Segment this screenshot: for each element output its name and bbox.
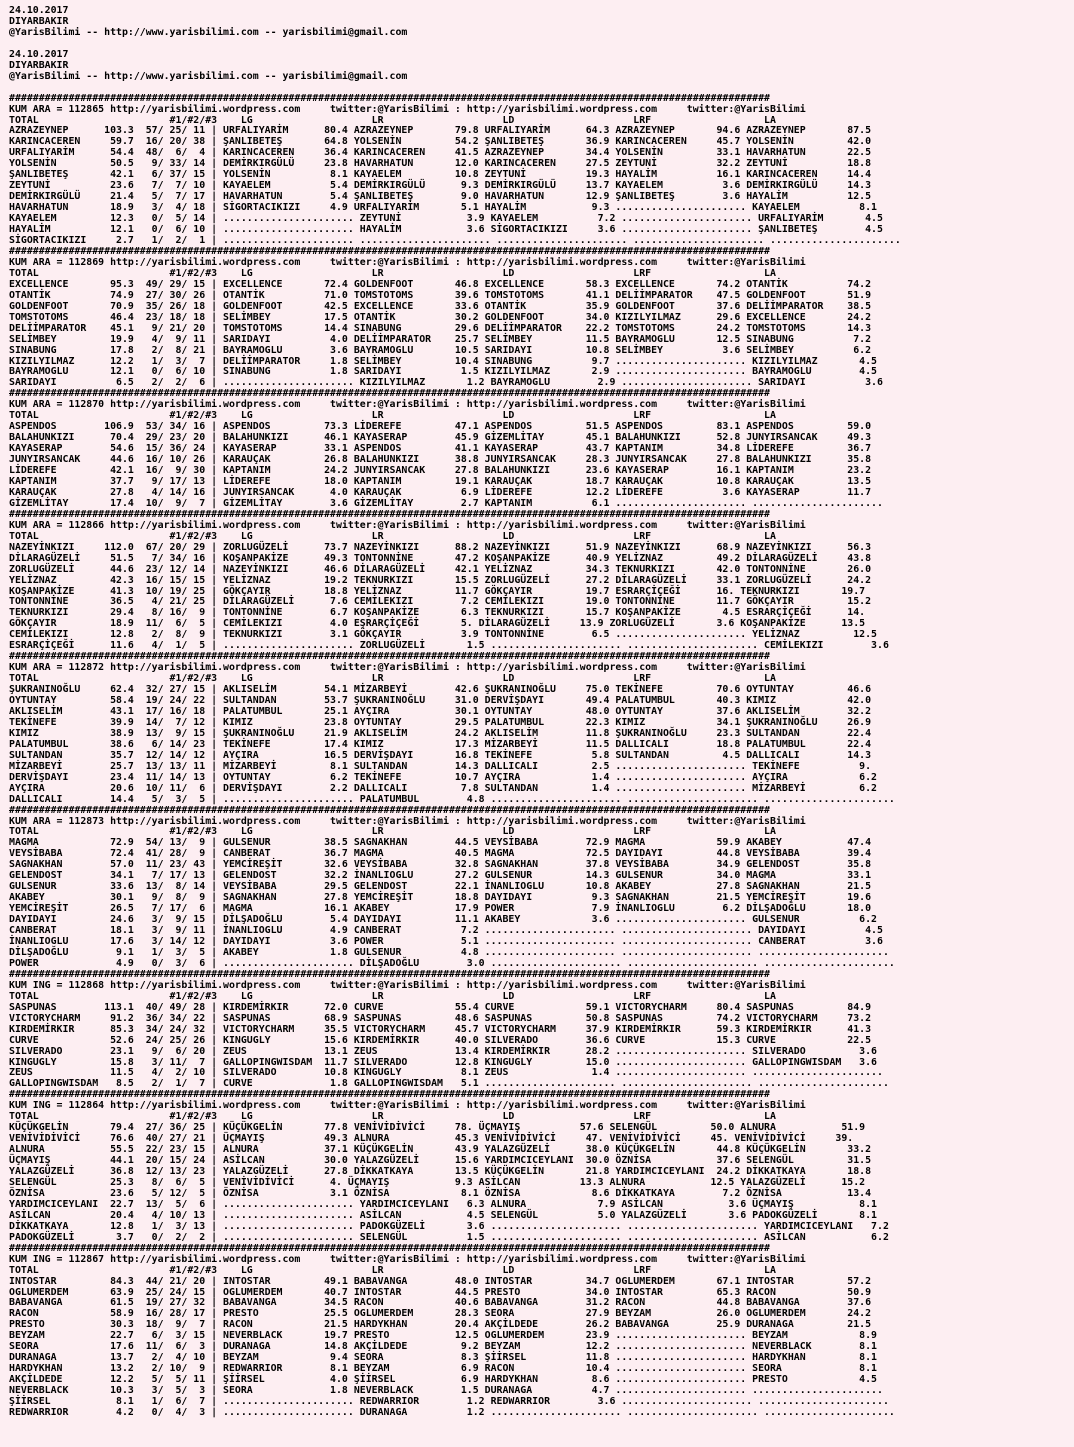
horse-row: ALNURA 55.5 22/ 23/ 15 | ALNURA 37.1 KÜÇÜKGELİN 43.9 YALAZGÜZELİ 38.0 KÜÇÜKGELİN 44.8 KÜÇÜKGELİN 33.2 <box>9 1144 872 1156</box>
horse-row: RACON 58.9 16/ 28/ 17 | PRESTO 25.5 OGLUMERDEM 28.3 SEORA 27.9 BEYZAM 26.0 OGLUMERDEM 24.2 <box>9 1308 872 1320</box>
horse-row: ŞUKRANINOĞLU 62.4 32/ 27/ 15 | AKLISELİM 54.1 MİZARBEYİ 42.6 ŞUKRANINOĞLU 75.0 TEKİNEFE 70.6 OYTUNTAY 46.6 <box>9 684 872 696</box>
horse-row: TEKNURKIZI 29.4 8/ 16/ 9 | TONTONNİNE 6.7 KOŞANPAKİZE 6.3 TEKNURKIZI 15.7 KOŞANPAKİZE 4.5 ESRARÇİÇEĞİ 14. <box>9 607 866 619</box>
horse-row: KAYASERAP 54.6 15/ 36/ 24 | KAYASERAP 33.1 ASPENDOS 41.1 KAYASERAP 43.7 KAPTANIM 34.8 LİDEREFE 36.7 <box>9 443 872 455</box>
horse-row: POWER 4.9 0/ 3/ 6 | ...................... DİLŞADOĞLU 3.0 ...................... ...................... ...................... <box>9 957 895 969</box>
horse-row: DAYIDAYI 24.6 3/ 9/ 15 | DİLŞADOĞLU 5.4 DAYIDAYI 11.1 AKABEY 3.6 ...................... GULSENUR 6.2 <box>9 914 878 926</box>
horse-row: AYÇIRA 20.6 10/ 11/ 6 | DERVİŞDAYI 2.2 DALLICALI 7.8 SULTANDAN 1.4 ...................... MİZARBEYİ 6.2 <box>9 782 878 794</box>
horse-row: CANBERAT 18.1 3/ 9/ 11 | İNANLIOGLU 4.9 CANBERAT 7.2 ...................... ...................... DAYIDAYI 4.5 <box>9 925 883 937</box>
horse-row: AKLISELİM 43.1 17/ 16/ 18 | PALATUMBUL 25.1 AYÇIRA 30.1 OYTUNTAY 48.0 OYTUNTAY 37.6 AKLISELİM 32.2 <box>9 706 872 717</box>
horse-row: HAYALİM 12.1 0/ 6/ 10 | ...................... HAYALİM 3.6 SİGORTACIKIZI 3.6 ...................... ŞANLIBETEŞ 4.5 <box>9 224 883 236</box>
horse-row: SINABUNG 17.8 2/ 8/ 21 | BAYRAMOGLU 3.6 BAYRAMOGLU 10.5 SARIDAYI 10.8 SELİMBEY 3.6 SELİMBEY 6.2 <box>9 344 872 356</box>
horse-row: ÖZNİSA 23.6 5/ 12/ 5 | ÖZNİSA 3.1 ÖZNİSA 8.1 ÖZNİSA 8.6 DİKKATKAYA 7.2 ÖZNİSA 13.4 <box>9 1187 872 1199</box>
horse-row: KAPTANIM 37.7 9/ 17/ 13 | LİDEREFE 18.0 KAPTANIM 19.1 KARAUÇAK 18.7 KARAUÇAK 10.8 KARAUÇAK 13.5 <box>9 475 872 487</box>
column-header-row: TOTAL #1/#2/#3 LG LR LD LRF LA <box>9 410 776 422</box>
separator-line: ################################################################################################################################ <box>9 804 770 816</box>
horse-row: NEVERBLACK 10.3 3/ 5/ 3 | SEORA 1.8 NEVERBLACK 1.5 DURANAGA 4.7 ...................... ...................... <box>9 1385 883 1397</box>
horse-row: ASİLCAN 20.4 4/ 10/ 13 | ...................... ASİLCAN 4.5 SELENGÜL 5.0 YALAZGÜZELİ 3.6 PADOKGÜZELİ 8.1 <box>9 1209 878 1221</box>
horse-row: PALATUMBUL 38.6 6/ 14/ 23 | TEKİNEFE 17.4 KIMIZ 17.3 MİZARBEYİ 11.5 DALLICALI 18.8 PALATUMBUL 22.4 <box>9 738 872 750</box>
horse-row: YELİZNAZ 42.3 16/ 15/ 15 | YELİZNAZ 19.2 TEKNURKIZI 15.5 ZORLUGÜZELİ 27.2 DİLARAGÜZELİ 33.1 ZORLUGÜZELİ 24.2 <box>9 574 872 586</box>
horse-row: URFALIYARİM 54.4 48/ 6/ 4 | KARINCACEREN 36.4 KARINCACEREN 41.5 AZRAZEYNEP 34.4 YOLSENİN 33.1 HAVARHATUN 22.5 <box>9 147 872 159</box>
horse-row: GULSENUR 33.6 13/ 8/ 14 | VEYSİBABA 29.5 GELENDOST 22.1 İNANLIOGLU 10.8 AKABEY 27.8 SAGNAKHAN 21.5 <box>9 881 872 893</box>
horse-row: OYTUNTAY 58.4 19/ 24/ 22 | SULTANDAN 53.7 ŞUKRANINOĞLU 31.0 DERVİŞDAYI 49.4 PALATUMBUL 40.3 KIMIZ 42.0 <box>9 695 872 707</box>
horse-row: DİLARAGÜZELİ 51.5 7/ 34/ 16 | KOŞANPAKİZE 49.3 TONTONNİNE 47.2 KOŞANPAKİZE 40.9 YELİZNAZ 49.2 DİLARAGÜZELİ 43.8 <box>9 552 872 564</box>
horse-row: YARDIMCICEYLANI 22.7 13/ 5/ 6 | ...................... YARDIMCICEYLANI 6.3 ALNURA 7.9 ASİLCAN 3.6 ÜÇMAYIŞ 8.1 <box>9 1198 878 1210</box>
column-header-row: TOTAL #1/#2/#3 LG LR LD LRF LA <box>9 267 776 279</box>
horse-row: HARDYKHAN 13.2 2/ 10/ 9 | REDWARRIOR 8.1 BEYZAM 6.9 RACON 10.4 ...................... SEORA 8.1 <box>9 1363 878 1375</box>
column-header-row: TOTAL #1/#2/#3 LG LR LD LRF LA <box>9 673 776 685</box>
column-header-row: TOTAL #1/#2/#3 LG LR LD LRF LA <box>9 530 776 542</box>
horse-row: OTANTİK 74.9 27/ 30/ 26 | OTANTİK 71.0 TOMSTOTOMS 39.6 TOMSTOTOMS 41.1 DELİİMPARATOR 47.5 GOLDENFOOT 51.9 <box>9 289 872 301</box>
horse-row: DALLICALI 14.4 5/ 3/ 5 | ...................... PALATUMBUL 4.8 ...................... ...................... ...................... <box>9 793 895 805</box>
horse-row: AZRAZEYNEP 103.3 57/ 25/ 11 | URFALIYARİM 80.4 AZRAZEYNEP 79.8 URFALIYARİM 64.3 AZRAZEYNEP 94.6 AZRAZEYNEP 87.5 <box>9 125 872 137</box>
horse-row: BALAHUNKIZI 70.4 29/ 23/ 20 | BALAHUNKIZI 46.1 KAYASERAP 45.9 GİZEMLİTAY 45.1 BALAHUNKIZI 52.8 JUNYIRSANCAK 49.3 <box>9 432 872 444</box>
horse-row: KARAUÇAK 27.8 4/ 14/ 16 | JUNYIRSANCAK 4.0 KARAUÇAK 6.9 LİDEREFE 12.2 LİDEREFE 3.6 KAYASERAP 11.7 <box>9 486 872 498</box>
horse-row: REDWARRIOR 4.2 0/ 4/ 3 | ...................... DURANAGA 1.2 ...................... ...................... ...................... <box>9 1407 895 1418</box>
horse-row: GELENDOST 34.1 7/ 17/ 13 | GELENDOST 32.2 İNANLIOGLU 27.2 GULSENUR 14.3 GULSENUR 34.0 MAGMA 33.1 <box>9 870 872 882</box>
horse-row: SULTANDAN 35.7 12/ 14/ 12 | AYÇIRA 16.5 DERVİŞDAYI 16.8 TEKİNEFE 5.8 SULTANDAN 4.5 DALLICALI 14.3 <box>9 749 872 761</box>
separator-line: ################################################################################################################################ <box>9 1242 770 1254</box>
horse-row: GOLDENFOOT 70.9 35/ 26/ 18 | GOLDENFOOT 42.5 EXCELLENCE 33.6 OTANTİK 35.9 GOLDENFOOT 37.6 DELİİMPARATOR 38.5 <box>9 300 872 312</box>
horse-row: VEYSİBABA 72.4 41/ 28/ 9 | CANBERAT 36.7 MAGMA 40.5 MAGMA 72.5 DAYIDAYI 44.8 VEYSİBABA 39.4 <box>9 848 872 860</box>
horse-row: EXCELLENCE 95.3 49/ 29/ 15 | EXCELLENCE 72.4 GOLDENFOOT 46.8 EXCELLENCE 58.3 EXCELLENCE 74.2 OTANTİK 74.2 <box>9 278 872 290</box>
race-title: KUM ARA = 112873 http://yarisbilimi.wordpress.com twitter:@YarisBilimi : http://yarisbilimi.wordpress.com twitter:@YarisBilimi <box>9 815 806 827</box>
horse-row: DELİİMPARATOR 45.1 9/ 21/ 20 | TOMSTOTOMS 14.4 SINABUNG 29.6 DELİİMPARATOR 22.2 TOMSTOTOMS 24.2 TOMSTOTOMS 14.3 <box>9 322 872 334</box>
race-title: KUM ARA = 112870 http://yarisbilimi.wordpress.com twitter:@YarisBilimi : http://yarisbilimi.wordpress.com twitter:@YarisBilimi <box>9 399 806 411</box>
horse-row: DERVİŞDAYI 23.4 11/ 14/ 13 | OYTUNTAY 6.2 TEKİNEFE 10.7 AYÇIRA 1.4 ...................... AYÇIRA 6.2 <box>9 771 878 783</box>
horse-row: MİZARBEYİ 25.7 13/ 13/ 11 | MİZARBEYİ 8.1 SULTANDAN 14.3 DALLICALI 2.5 ...................... TEKİNEFE 9. <box>9 760 872 772</box>
horse-row: ASPENDOS 106.9 53/ 34/ 16 | ASPENDOS 73.3 LİDEREFE 47.1 ASPENDOS 51.5 ASPENDOS 83.1 ASPENDOS 59.0 <box>9 421 872 433</box>
race-title: KUM ARA = 112865 http://yarisbilimi.wordpress.com twitter:@YarisBilimi : http://yarisbilimi.wordpress.com twitter:@YarisBilimi <box>9 103 806 115</box>
horse-row: ZORLUGÜZELİ 44.6 23/ 12/ 14 | NAZEYİNKIZI 46.6 DİLARAGÜZELİ 42.1 YELİZNAZ 34.3 TEKNURKIZI 42.0 TONTONNİNE 26.0 <box>9 563 872 575</box>
separator-line: ################################################################################################################################ <box>9 1089 770 1101</box>
horse-row: ŞİİRSEL 8.1 1/ 6/ 7 | ...................... REDWARRIOR 1.2 REDWARRIOR 3.6 ...................... ...................... <box>9 1396 889 1408</box>
horse-row: SELENGÜL 25.3 8/ 6/ 5 | VENİVİDİVİCİ 4. ÜÇMAYIŞ 9.3 ASİLCAN 13.3 ALNURA 12.5 YALAZGÜZELİ 15.2 <box>9 1176 866 1188</box>
horse-row: SASPUNAS 113.1 40/ 49/ 28 | KIRDEMİRKIR 72.0 CURVE 55.4 CURVE 59.1 VICTORYCHARM 80.4 SASPUNAS 84.9 <box>9 1001 872 1013</box>
column-header-row: TOTAL #1/#2/#3 LG LR LD LRF LA <box>9 114 776 126</box>
horse-row: TONTONNİNE 36.5 4/ 21/ 25 | DİLARAGÜZELİ 7.6 CEMİLEKIZI 7.2 CEMİLEKIZI 19.0 TONTONNİNE 11.7 GÖKÇAYIR 15.2 <box>9 596 872 608</box>
horse-row: SILVERADO 23.1 9/ 6/ 20 | ZEUS 13.1 ZEUS 13.4 KIRDEMİRKIR 28.2 ...................... SILVERADO 3.6 <box>9 1045 878 1057</box>
horse-row: BEYZAM 22.7 6/ 3/ 15 | NEVERBLACK 19.7 PRESTO 12.5 OGLUMERDEM 23.9 ...................... BEYZAM 8.9 <box>9 1330 878 1342</box>
horse-row: VICTORYCHARM 91.2 36/ 34/ 22 | SASPUNAS 68.9 SASPUNAS 48.6 SASPUNAS 50.8 SASPUNAS 74.2 VICTORYCHARM 73.2 <box>9 1012 872 1024</box>
horse-row: KIRDEMİRKIR 85.3 34/ 24/ 32 | VICTORYCHARM 35.5 VICTORYCHARM 45.7 VICTORYCHARM 37.9 KIRDEMİRKIR 59.3 KIRDEMİRKIR 41.3 <box>9 1023 872 1035</box>
horse-row: PADOKGÜZELİ 3.7 0/ 2/ 2 | ...................... SELENGÜL 1.5 ...................... ...................... ASİLCAN 6.2 <box>9 1231 889 1243</box>
horse-row: BABAVANGA 61.5 19/ 27/ 32 | BABAVANGA 34.5 RACON 40.6 BABAVANGA 31.2 RACON 44.8 BABAVANGA 37.6 <box>9 1297 872 1309</box>
horse-row: INTOSTAR 84.3 44/ 21/ 20 | INTOSTAR 49.1 BABAVANGA 48.0 INTOSTAR 34.7 OGLUMERDEM 67.1 INTOSTAR 57.2 <box>9 1275 872 1287</box>
horse-row: LİDEREFE 42.1 16/ 9/ 30 | KAPTANIM 24.2 JUNYIRSANCAK 27.8 BALAHUNKIZI 23.6 KAYASERAP 16.1 KAPTANIM 23.2 <box>9 465 872 477</box>
horse-row: YOLSENİN 50.5 9/ 33/ 14 | DEMİRKIRGÜLÜ 23.8 HAVARHATUN 12.0 KARINCACEREN 27.5 ZEYTUNİ 32.2 ZEYTUNİ 18.8 <box>9 158 872 170</box>
column-header-row: TOTAL #1/#2/#3 LG LR LD LRF LA <box>9 990 776 1002</box>
race-title: KUM ING = 112864 http://yarisbilimi.wordpress.com twitter:@YarisBilimi : http://yarisbilimi.wordpress.com twitter:@YarisBilimi <box>9 1100 806 1112</box>
header-date-repeat: 24.10.2017 <box>9 48 69 60</box>
horse-row: ZEYTUNİ 23.6 7/ 7/ 10 | KAYAELEM 5.4 DEMİRKIRGÜLÜ 9.3 DEMİRKIRGÜLÜ 13.7 KAYAELEM 3.6 DEMİRKIRGÜLÜ 14.3 <box>9 180 872 192</box>
horse-row: DİKKATKAYA 12.8 1/ 3/ 13 | ...................... PADOKGÜZELİ 3.6 ...................... ...................... YARDIMCICEYLANI 7.2 <box>9 1220 889 1232</box>
column-header-row: TOTAL #1/#2/#3 LG LR LD LRF LA <box>9 826 776 838</box>
header-date: 24.10.2017 <box>9 5 69 16</box>
horse-row: ŞANLIBETEŞ 42.1 6/ 37/ 15 | YOLSENİN 8.1 KAYAELEM 10.8 ZEYTUNİ 19.3 HAYALİM 16.1 KARINCACEREN 14.4 <box>9 169 872 181</box>
race-title: KUM ARA = 112866 http://yarisbilimi.wordpress.com twitter:@YarisBilimi : http://yarisbilimi.wordpress.com twitter:@YarisBilimi <box>9 519 806 531</box>
separator-line: ################################################################################################################################ <box>9 92 770 104</box>
header-city-repeat: DIYARBAKIR <box>9 59 69 71</box>
header-contact-repeat: @YarisBilimi -- http://www.yarisbilimi.com -- yarisbilimi@gmail.com <box>9 70 408 82</box>
separator-line: ################################################################################################################################ <box>9 651 770 663</box>
horse-row: CURVE 52.6 24/ 25/ 26 | KINGUGLY 15.6 KIRDEMİRKIR 40.0 SILVERADO 36.6 CURVE 15.3 CURVE 22.5 <box>9 1034 872 1046</box>
horse-row: KAYAELEM 12.3 0/ 5/ 14 | ...................... ZEYTUNİ 3.9 KAYAELEM 7.2 ...................... URFALIYARİM 4.5 <box>9 213 883 225</box>
horse-row: KIMIZ 38.9 13/ 9/ 15 | ŞUKRANINOĞLU 21.9 AKLISELİM 24.2 AKLISELİM 11.8 ŞUKRANINOĞLU 23.3 SULTANDAN 22.4 <box>9 727 872 739</box>
race-title: KUM ARA = 112869 http://yarisbilimi.wordpress.com twitter:@YarisBilimi : http://yarisbilimi.wordpress.com twitter:@YarisBilimi <box>9 256 806 268</box>
horse-row: KOŞANPAKİZE 41.3 10/ 19/ 25 | GÖKÇAYIR 18.8 YELİZNAZ 11.7 GÖKÇAYIR 19.7 ESRARÇİÇEĞİ 16. TEKNURKIZI 19.7 <box>9 585 866 597</box>
horse-row: ÜÇMAYIŞ 44.1 20/ 15/ 24 | ASİLCAN 30.0 YALAZGÜZELİ 15.6 YARDIMCICEYLANI 30.0 ÖZNİSA 37.6 SELENGÜL 31.5 <box>9 1155 872 1167</box>
separator-line: ################################################################################################################################ <box>9 508 770 520</box>
horse-row: GİZEMLİTAY 17.4 10/ 9/ 7 | GİZEMLİTAY 3.6 GİZEMLİTAY 2.7 KAPTANIM 6.1 ...................... ...................... <box>9 497 883 509</box>
column-header-row: TOTAL #1/#2/#3 LG LR LD LRF LA <box>9 1111 776 1123</box>
horse-row: BAYRAMOGLU 12.1 0/ 6/ 10 | SINABUNG 1.8 SARIDAYI 1.5 KIZILYILMAZ 2.9 ...................... BAYRAMOGLU 4.5 <box>9 366 878 378</box>
horse-row: SİGORTACIKIZI 2.7 1/ 2/ 1 | ...................... ...................... ...................... ...................... ...................... <box>9 235 901 247</box>
column-header-row: TOTAL #1/#2/#3 LG LR LD LRF LA <box>9 1264 776 1276</box>
race-sections <box>9 93 901 1418</box>
horse-row: TEKİNEFE 39.9 14/ 7/ 12 | KIMIZ 23.8 OYTUNTAY 29.5 PALATUMBUL 22.3 KIMIZ 34.1 ŞUKRANINOĞLU 26.9 <box>9 716 872 728</box>
header-contact: @YarisBilimi -- http://www.yarisbilimi.com -- yarisbilimi@gmail.com <box>9 26 408 38</box>
horse-row: AKABEY 30.1 9/ 8/ 9 | SAGNAKHAN 27.8 YEMCİREŞİT 18.8 DAYIDAYI 9.3 SAGNAKHAN 21.5 YEMCİREŞİT 19.6 <box>9 892 872 904</box>
header-city: DIYARBAKIR <box>9 15 69 27</box>
horse-row: SELİMBEY 19.9 4/ 9/ 11 | SARIDAYI 4.0 DELİİMPARATOR 25.7 SELİMBEY 11.5 BAYRAMOGLU 12.5 SINABUNG 7.2 <box>9 333 872 345</box>
race-title: KUM ING = 112867 http://yarisbilimi.wordpress.com twitter:@YarisBilimi : http://yarisbilimi.wordpress.com twitter:@YarisBilimi <box>9 1253 806 1265</box>
horse-row: KINGUGLY 15.8 3/ 11/ 7 | GALLOPINGWISDAM 11.7 SILVERADO 12.8 KINGUGLY 15.0 ...................... GALLOPINGWISDAM 3.6 <box>9 1056 878 1068</box>
horse-row: ESRARÇİÇEĞİ 11.6 4/ 1/ 5 | ...................... ZORLUGÜZELİ 1.5 ...................... ...................... CEMİLEKIZI 3.6 <box>9 640 889 652</box>
horse-row: ZEUS 11.5 4/ 2/ 10 | SILVERADO 10.8 KINGUGLY 8.1 ZEUS 1.4 ...................... ...................... <box>9 1067 883 1079</box>
horse-row: PRESTO 30.3 18/ 9/ 7 | RACON 21.5 HARDYKHAN 20.4 AKÇİLDEDE 26.2 BABAVANGA 25.9 DURANAGA 21.5 <box>9 1319 872 1331</box>
horse-row: AKÇİLDEDE 12.2 5/ 5/ 11 | ŞİİRSEL 4.0 ŞİİRSEL 6.9 HARDYKHAN 8.6 ...................... PRESTO 4.5 <box>9 1374 878 1386</box>
horse-row: TOMSTOTOMS 46.4 23/ 18/ 18 | SELİMBEY 17.5 OTANTİK 30.2 GOLDENFOOT 34.0 KIZILYILMAZ 29.6 EXCELLENCE 24.2 <box>9 311 872 323</box>
horse-row: KÜÇÜKGELİN 79.4 27/ 36/ 25 | KÜÇÜKGELİN 77.8 VENİVİDİVİCİ 78. ÜÇMAYIŞ 57.6 SELENGÜL 50.0 ALNURA 51.9 <box>9 1122 866 1134</box>
separator-line: ################################################################################################################################ <box>9 245 770 257</box>
separator-line: ################################################################################################################################ <box>9 968 770 980</box>
horse-row: DEMİRKIRGÜLÜ 21.4 5/ 7/ 17 | HAVARHATUN 5.4 ŞANLIBETEŞ 9.0 HAVARHATUN 12.9 ŞANLIBETEŞ 3.6 HAYALİM 12.5 <box>9 191 872 203</box>
horse-row: YALAZGÜZELİ 36.8 12/ 13/ 23 | YALAZGÜZELİ 27.8 DİKKATKAYA 13.5 KÜÇÜKGELİN 21.8 YARDIMCICEYLANI 24.2 DİKKATKAYA 18.8 <box>9 1166 872 1178</box>
horse-row: SARIDAYI 6.5 2/ 2/ 6 | ...................... KIZILYILMAZ 1.2 BAYRAMOGLU 2.9 ...................... SARIDAYI 3.6 <box>9 377 883 389</box>
horse-row: KARINCACEREN 59.7 16/ 20/ 38 | ŞANLIBETEŞ 64.8 YOLSENİN 54.2 ŞANLIBETEŞ 36.9 KARINCACEREN 45.7 YOLSENİN 42.0 <box>9 136 872 148</box>
horse-row: DİLŞADOĞLU 9.1 1/ 3/ 5 | AKABEY 1.8 GULSENUR 4.8 ...................... ...................... ...................... <box>9 946 889 958</box>
horse-row: CEMİLEKIZI 12.8 2/ 8/ 9 | TEKNURKIZI 3.1 GÖKÇAYIR 3.9 TONTONNİNE 6.5 ...................... YELİZNAZ 12.5 <box>9 629 878 641</box>
horse-row: MAGMA 72.9 54/ 13/ 9 | GULSENUR 38.5 SAGNAKHAN 44.5 VEYSİBABA 72.9 MAGMA 59.9 AKABEY 47.4 <box>9 837 872 849</box>
horse-row: YEMCİREŞİT 26.5 7/ 17/ 6 | MAGMA 16.1 AKABEY 17.9 POWER 7.9 İNANLIOGLU 6.2 DİLŞADOĞLU 18.0 <box>9 903 872 915</box>
race-title: KUM ARA = 112872 http://yarisbilimi.wordpress.com twitter:@YarisBilimi : http://yarisbilimi.wordpress.com twitter:@YarisBilimi <box>9 662 806 674</box>
horse-row: HAVARHATUN 18.9 3/ 4/ 18 | SİGORTACIKIZI 4.9 URFALIYARİM 5.1 HAYALİM 9.3 ...................... KAYAELEM 8.1 <box>9 202 878 214</box>
horse-row: SEORA 17.6 11/ 6/ 3 | DURANAGA 14.8 AKÇİLDEDE 9.2 BEYZAM 12.2 ...................... NEVERBLACK 8.1 <box>9 1341 878 1353</box>
horse-row: KIZILYILMAZ 12.2 1/ 3/ 7 | DELİİMPARATOR 1.8 SELİMBEY 10.4 SINABUNG 9.7 ...................... KIZILYILMAZ 4.5 <box>9 355 878 367</box>
horse-row: DURANAGA 13.7 2/ 4/ 10 | BEYZAM 9.4 SEORA 8.3 ŞİİRSEL 11.8 ...................... HARDYKHAN 8.1 <box>9 1352 878 1364</box>
separator-line: ################################################################################################################################ <box>9 388 770 400</box>
horse-row: VENİVİDİVİCİ 76.6 40/ 27/ 21 | ÜÇMAYIŞ 49.3 ALNURA 45.3 VENİVİDİVİCİ 47. VENİVİDİVİCİ 45. VENİVİDİVİCİ 39. <box>9 1133 854 1145</box>
horse-row: İNANLIOGLU 17.6 3/ 14/ 12 | DAYIDAYI 3.6 POWER 5.1 ...................... ...................... CANBERAT 3.6 <box>9 936 883 948</box>
horse-row: OGLUMERDEM 63.9 25/ 24/ 15 | OGLUMERDEM 40.7 INTOSTAR 44.5 PRESTO 34.0 INTOSTAR 65.3 RACON 50.9 <box>9 1286 872 1298</box>
horse-row: JUNYIRSANCAK 44.6 16/ 10/ 26 | KARAUÇAK 26.8 BALAHUNKIZI 38.8 JUNYIRSANCAK 28.3 JUNYIRSANCAK 27.8 BALAHUNKIZI 35.8 <box>9 454 872 466</box>
horse-row: GÖKÇAYIR 18.9 11/ 6/ 5 | CEMİLEKIZI 4.0 EŞRARÇİÇEĞİ 5. DİLARAGÜZELİ 13.9 ZORLUGÜZELİ 3.6 KOŞANPAKİZE 13.5 <box>9 618 866 630</box>
horse-row: SAGNAKHAN 57.0 11/ 23/ 43 | YEMCİREŞİT 32.6 VEYSİBABA 32.8 SAGNAKHAN 37.8 VEYSİBABA 34.9 GELENDOST 35.8 <box>9 859 872 871</box>
race-title: KUM ING = 112868 http://yarisbilimi.wordpress.com twitter:@YarisBilimi : http://yarisbilimi.wordpress.com twitter:@YarisBilimi <box>9 979 806 991</box>
horse-row: GALLOPINGWISDAM 8.5 2/ 1/ 7 | CURVE 1.8 GALLOPINGWISDAM 5.1 ...................... ...................... ...................... <box>9 1078 889 1090</box>
horse-row: NAZEYİNKIZI 112.0 67/ 20/ 29 | ZORLUGÜZELİ 73.7 NAZEYİNKIZI 88.2 NAZEYİNKIZI 51.9 NAZEYİNKIZI 68.9 NAZEYİNKIZI 56.3 <box>9 541 872 553</box>
